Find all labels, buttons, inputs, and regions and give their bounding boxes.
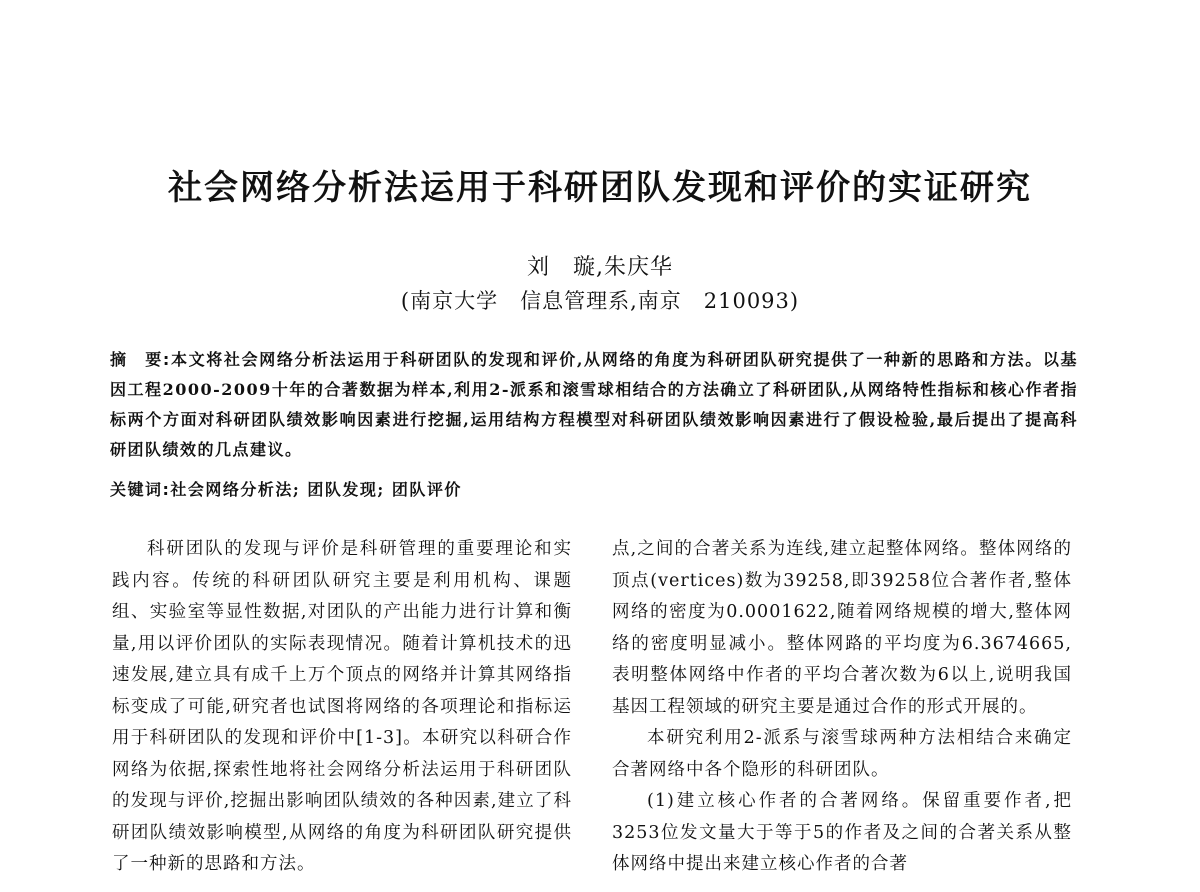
abstract-label: 摘 要: [110, 350, 171, 369]
affiliation: (南京大学 信息管理系,南京 210093) [400, 289, 800, 313]
paragraph: 点,之间的合著关系为连线,建立起整体网络。整体网络的顶点(vertices)数为39258,即39258位合著作者,整体网络的密度为0.0001622,随着网络规模的增大,整体网络的密度明显减小。整体网路的平均度为6.3674665,表明整体网络中作者的平均合著次数为6以上,说明我国基因工程领域的研究主要是通过合作的形式开展的。 [612, 539, 1072, 717]
keywords [110, 477, 1078, 500]
keywords-label: 关键词: [110, 480, 171, 499]
paragraph: (1)建立核心作者的合著网络。保留重要作者,把3253位发文量大于等于5的作者及之间的合著关系从整体网络中提出来建立核心作者的合著 [612, 791, 1072, 874]
authors: 刘 璇,朱庆华 [527, 255, 673, 280]
paragraph: 科研团队的发现与评价是科研管理的重要理论和实践内容。传统的科研团队研究主要是利用机构、课题组、实验室等显性数据,对团队的产出能力进行计算和衡量,用以评价团队的实际表现情况。随着计算机技术的迅速发展,建立具有成千上万个顶点的网络并计算其网络指标变成了可能,研究者也试图将网络的各项理论和指标运用于科研团队的发现和评价中[1-3]。本研究以科研合作网络为依据,探索性地将社会网络分析法运用于科研团队的发现与评价,挖掘出影响团队绩效的各种因素,建立了科研团队绩效影响模型,从网络的角度为科研团队研究提供了一种新的思路和方法。 [112, 539, 572, 874]
keywords-text: 社会网络分析法; 团队发现; 团队评价 [170, 480, 462, 499]
body-column-left [112, 534, 572, 881]
abstract-text: 本文将社会网络分析法运用于科研团队的发现和评价,从网络的角度为科研团队研究提供了一种新的思路和方法。以基因工程2000-2009十年的合著数据为样本,利用2-派系和滚雪球相结合的方法确立了科研团队,从网络特性指标和核心作者指标两个方面对科研团队绩效影响因素进行挖掘,运用结构方程模型对科研团队绩效影响因素进行了假设检验,最后提出了提高科研团队绩效的几点建议。 [110, 350, 1078, 459]
abstract [110, 345, 1078, 465]
paper-title: 社会网络分析法运用于科研团队发现和评价的实证研究 [168, 168, 1032, 208]
body-column-right [612, 534, 1072, 881]
paragraph: 本研究利用2-派系与滚雪球两种方法相结合来确定合著网络中各个隐形的科研团队。 [612, 728, 1072, 780]
